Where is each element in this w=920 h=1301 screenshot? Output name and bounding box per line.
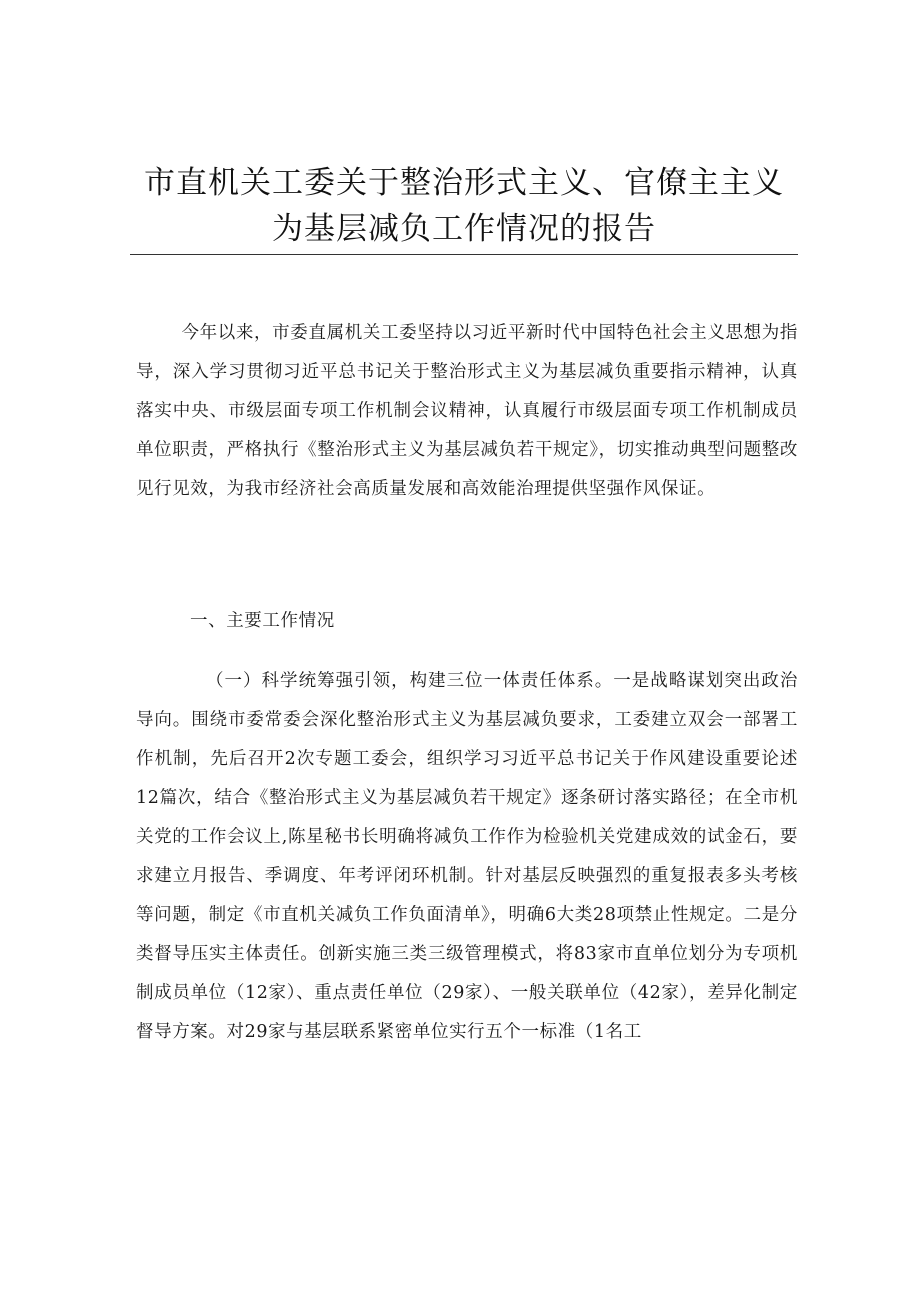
section-1-paragraph-1: （一）科学统筹强引领，构建三位一体责任体系。一是战略谋划突出政治导向。围绕市委常委会深化整治形式主义为基层减负要求，工委建立双会一部署工作机制，先后召开2次专题工委会，组织学习习近平总书记关于作风建设重要论述12篇次，结合《整治形式主义为基层减负若干规定》逐条研讨落实路径；在全市机关党的工作会议上,陈星秘书长明确将减负工作作为检验机关党建成效的试金石，要求建立月报告、季调度、年考评闭环机制。针对基层反映强烈的重复报表多头考核等问题，制定《市直机关减负工作负面清单》，明确6大类28项禁止性规定。二是分类督导压实主体责任。创新实施三类三级管理模式，将83家市直单位划分为专项机制成员单位（12家）、重点责任单位（29家）、一般关联单位（42家），差异化制定督导方案。对29家与基层联系紧密单位实行五个一标准（1名工 (136, 671, 798, 1042)
intro-paragraph: 今年以来，市委直属机关工委坚持以习近平新时代中国特色社会主义思想为指导，深入学习贯彻习近平总书记关于整治形式主义为基层减负重要指示精神，认真落实中央、市级层面专项工作机制会议精神，认真履行市级层面专项工作机制成员单位职责，严格执行《整治形式主义为基层减负若干规定》，切实推动典型问题整改见行见效，为我市经济社会高质量发展和高效能治理提供坚强作风保证。 (136, 323, 798, 499)
title-line-1: 市直机关工委关于整治形式主义、官僚主主义 (144, 165, 784, 201)
document-title (130, 160, 798, 252)
section-heading-main-work: 一、主要工作情况 (190, 611, 335, 631)
title-line-2: 为基层减负工作情况的报告 (272, 211, 656, 247)
title-underline (130, 254, 798, 255)
